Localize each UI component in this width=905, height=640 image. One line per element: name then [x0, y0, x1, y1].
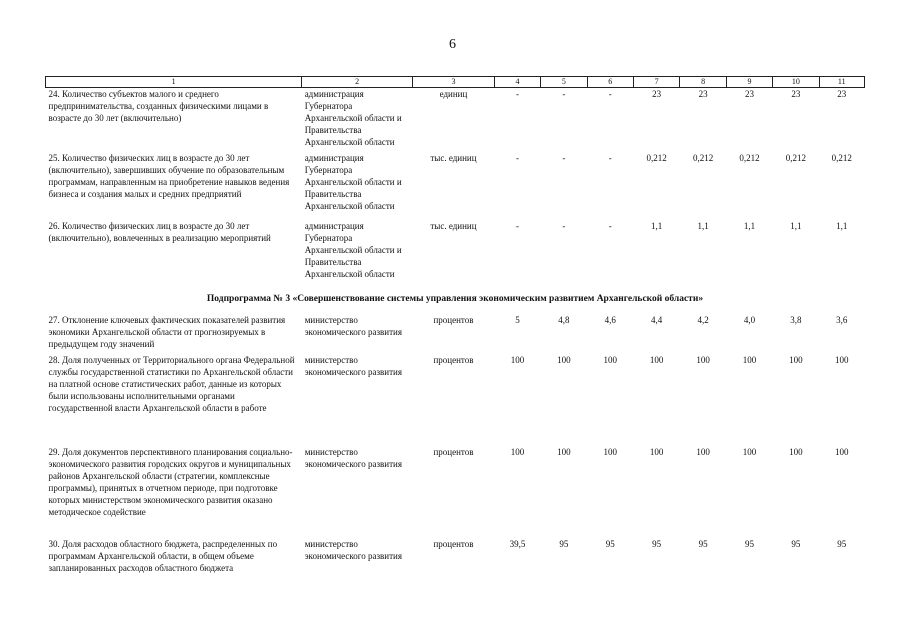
table-row [46, 538, 865, 588]
value-cell: 95 [791, 539, 801, 549]
header-col-2: 2 [302, 77, 413, 88]
value-cell: 4,6 [604, 315, 616, 325]
value-cell: 100 [649, 355, 664, 365]
value-cell: 100 [649, 447, 664, 457]
unit: процентов [433, 539, 474, 549]
unit: процентов [433, 355, 474, 365]
header-col-5: 5 [541, 77, 587, 88]
indicator-name: 30. Доля расходов областного бюджета, распределенных по программам Архангельской области, в общем объеме запланированных расходов областного бюджета [48, 539, 278, 573]
value-cell: 0,212 [785, 153, 806, 163]
responsible-body: администрация Губернатора Архангельской области и Правительства Архангельской области [304, 153, 402, 211]
indicators-table [45, 76, 865, 588]
value-cell: 1,1 [743, 221, 756, 231]
value-cell: 100 [696, 355, 710, 365]
indicator-name: 25. Количество физических лиц в возрасте до 30 лет (включительно), завершивших обучение по образовательным программам, направленным на приобретение навыков ведения бизнеса и создания малых и средних предприятий [48, 153, 290, 199]
value-cell: 95 [605, 539, 615, 549]
value-cell: 4,4 [651, 315, 663, 325]
value-cell: 0,212 [831, 153, 852, 163]
value-cell: 100 [603, 355, 618, 365]
table-row [46, 314, 865, 354]
value-cell: 0,212 [646, 153, 667, 163]
value-cell: 3,8 [790, 315, 802, 325]
value-cell: 100 [742, 355, 757, 365]
indicator-name: 27. Отклонение ключевых фактических показателей развития экономики Архангельской области от прогнозируемых в предыдущем году значений [48, 315, 286, 349]
value-cell: 3,6 [836, 315, 848, 325]
responsible-body: администрация Губернатора Архангельской области и Правительства Архангельской области [304, 221, 402, 279]
value-cell: 23 [698, 89, 708, 99]
unit: процентов [433, 447, 474, 457]
value-cell: 4,8 [558, 315, 570, 325]
value-cell: 0,212 [739, 153, 760, 163]
page-number: 6 [449, 37, 456, 52]
value-cell: - [516, 89, 519, 99]
header-col-10: 10 [773, 77, 819, 88]
value-cell: 95 [698, 539, 708, 549]
value-cell: 23 [744, 89, 754, 99]
value-cell: - [608, 153, 612, 163]
header-col-7: 7 [633, 77, 679, 88]
value-cell: 5 [515, 315, 520, 325]
unit: тыс. единиц [430, 221, 477, 231]
table-row [46, 446, 865, 538]
value-cell: 23 [791, 89, 801, 99]
responsible-body: министерство экономического развития [304, 539, 402, 561]
indicator-name: 29. Доля документов перспективного планирования социально-экономического развития городских округов и муниципальных районов Архангельской области (стратегии, комплексные программы), принятых в отчетном периоде, при подготовке которых министерством экономического развития оказано методическое содействие [48, 447, 293, 517]
indicator-name: 24. Количество субъектов малого и среднего предпринимательства, созданных физическими лицами в возрасте до 30 лет (включительно) [48, 89, 269, 123]
value-cell: - [608, 89, 612, 99]
header-col-3: 3 [413, 77, 495, 88]
value-cell: - [516, 153, 519, 163]
unit: единиц [439, 89, 468, 99]
value-cell: 100 [510, 447, 525, 457]
table-row [46, 220, 865, 284]
value-cell: 95 [652, 539, 662, 549]
value-cell: 100 [742, 447, 757, 457]
value-cell: 23 [652, 89, 662, 99]
unit: процентов [433, 315, 474, 325]
header-col-1: 1 [46, 77, 302, 88]
column-number-header [46, 77, 865, 88]
value-cell: 1,1 [697, 221, 709, 231]
header-col-4: 4 [494, 77, 540, 88]
value-cell: - [516, 221, 519, 231]
header-col-6: 6 [587, 77, 633, 88]
value-cell: 23 [837, 89, 847, 99]
value-cell: 95 [744, 539, 754, 549]
unit: тыс. единиц [430, 153, 477, 163]
responsible-body: министерство экономического развития [304, 315, 402, 337]
value-cell: 4,2 [697, 315, 709, 325]
value-cell: 100 [789, 447, 803, 457]
value-cell: 0,212 [692, 153, 714, 163]
value-cell: 1,1 [651, 221, 663, 231]
responsible-body: министерство экономического развития [304, 447, 402, 469]
value-cell: - [608, 221, 612, 231]
value-cell: - [562, 89, 566, 99]
value-cell: 100 [789, 355, 803, 365]
responsible-body: администрация Губернатора Архангельской области и Правительства Архангельской области [304, 89, 402, 147]
value-cell: 100 [557, 447, 571, 457]
value-cell: 39,5 [509, 539, 526, 549]
indicator-name: 26. Количество физических лиц в возрасте до 30 лет (включительно), вовлеченных в реализацию мероприятий [48, 221, 271, 243]
header-col-9: 9 [726, 77, 772, 88]
value-cell: 100 [557, 355, 571, 365]
table-row [46, 88, 865, 153]
value-cell: 4,0 [743, 315, 756, 325]
value-cell: 1,1 [790, 221, 802, 231]
value-cell: 95 [559, 539, 569, 549]
subprogram-title: Подпрограмма № 3 «Совершенствование системы управления экономическим развитием Архангельской области» [206, 294, 704, 304]
value-cell: 100 [835, 447, 849, 457]
value-cell: - [562, 221, 566, 231]
value-cell: - [562, 153, 566, 163]
subprogram-heading-row [46, 284, 865, 314]
value-cell: 95 [837, 539, 847, 549]
indicator-name: 28. Доля полученных от Территориального органа Федеральной службы государственной статистики по Архангельской области на платной основе статистических работ, данные из которых были использованы исполнительными органами государственной власти Архангельской области в работе [48, 355, 295, 413]
value-cell: 100 [510, 355, 525, 365]
table-row [46, 354, 865, 446]
table-row [46, 152, 865, 220]
value-cell: 100 [696, 447, 710, 457]
value-cell: 100 [835, 355, 849, 365]
value-cell: 1,1 [836, 221, 848, 231]
header-col-11: 11 [819, 77, 864, 88]
responsible-body: министерство экономического развития [304, 355, 402, 377]
value-cell: 100 [603, 447, 618, 457]
header-col-8: 8 [680, 77, 726, 88]
